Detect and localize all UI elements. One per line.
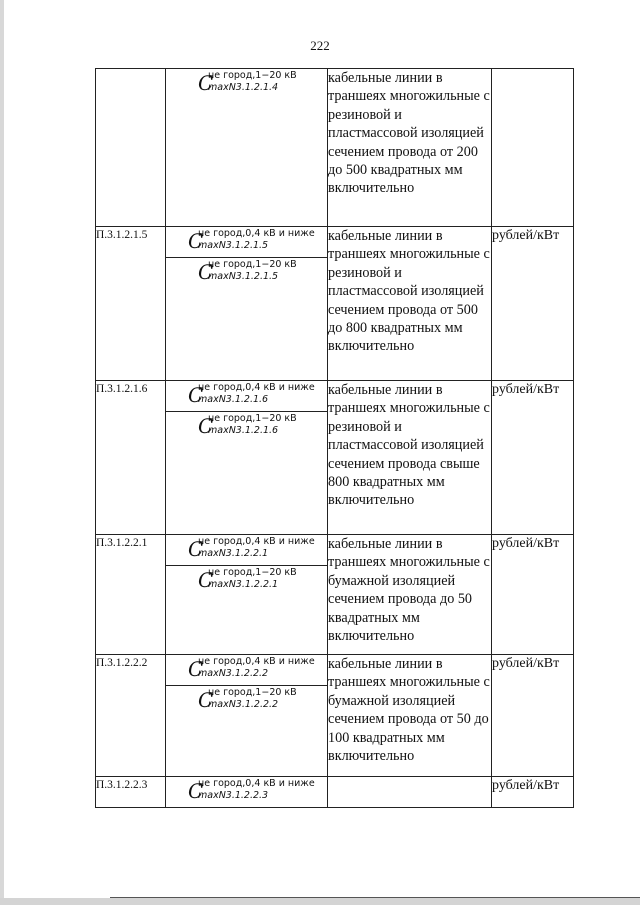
formula-superscript: не город,0,4 кВ и ниже: [198, 228, 315, 239]
formula-superscript: не город,0,4 кВ и ниже: [198, 656, 315, 667]
formula-symbol: C: [188, 779, 204, 803]
formula: [198, 412, 327, 442]
formula-subcell: [166, 258, 327, 288]
tariff-table-body: [96, 69, 574, 808]
formula-symbol: C: [188, 537, 204, 561]
row-unit: рублей/кВт: [492, 227, 574, 381]
formula-superscript: не город,1−20 кВ: [208, 687, 297, 698]
formula: [188, 777, 327, 807]
row-code: П.3.1.2.2.2: [96, 655, 166, 777]
table-row: [96, 381, 574, 535]
formula-subscript: maxN3.1.2.1.5: [198, 240, 269, 251]
row-unit: рублей/кВт: [492, 777, 574, 808]
row-description: кабельные линии в траншеях многожильные с резиновой и пластмассовой изоляцией сечением провода от 200 до 500 квадратных мм включительно: [328, 69, 492, 227]
formula-subcell: [166, 686, 327, 716]
formula-subscript: maxN3.1.2.2.1: [208, 579, 279, 590]
formula-cell: [166, 535, 328, 655]
formula-subscript: maxN3.1.2.2.1: [198, 548, 269, 559]
table-row: [96, 227, 574, 381]
formula-symbol: C: [198, 414, 214, 438]
page-number: 222: [310, 38, 330, 53]
formula-subcell: [166, 777, 327, 807]
formula-subscript: maxN3.1.2.1.5: [208, 271, 279, 282]
formula: [198, 566, 327, 596]
formula-superscript: не город,1−20 кВ: [208, 413, 297, 424]
row-unit: рублей/кВт: [492, 381, 574, 535]
formula-subcell: [166, 535, 327, 566]
formula-superscript: не город,0,4 кВ и ниже: [198, 536, 315, 547]
row-description: кабельные линии в траншеях многожильные с резиновой и пластмассовой изоляцией сечением провода от 500 до 800 квадратных мм включительно: [328, 227, 492, 381]
formula-subcell: [166, 412, 327, 442]
formula: [198, 686, 327, 716]
row-unit: рублей/кВт: [492, 655, 574, 777]
formula-subcell: [166, 69, 327, 99]
table-row: [96, 535, 574, 655]
formula: [188, 381, 327, 411]
table-row: [96, 655, 574, 777]
formula: [188, 655, 327, 685]
formula-superscript: не город,0,4 кВ и ниже: [198, 382, 315, 393]
formula-cell: [166, 381, 328, 535]
row-code: П.3.1.2.1.6: [96, 381, 166, 535]
row-unit: [492, 69, 574, 227]
scan-bottom-edge: [0, 898, 640, 905]
formula-symbol: C: [198, 71, 214, 95]
row-code: П.3.1.2.1.5: [96, 227, 166, 381]
formula-subcell: [166, 566, 327, 596]
row-description: кабельные линии в траншеях многожильные с бумажной изоляцией сечением провода от 50 до 100 квадратных мм включительно: [328, 655, 492, 777]
formula-superscript: не город,1−20 кВ: [208, 70, 297, 81]
formula-superscript: не город,0,4 кВ и ниже: [198, 778, 315, 789]
formula-subscript: maxN3.1.2.2.2: [198, 668, 269, 679]
row-code: П.3.1.2.2.1: [96, 535, 166, 655]
formula-cell: [166, 227, 328, 381]
formula-symbol: C: [198, 688, 214, 712]
formula-cell: [166, 777, 328, 808]
formula: [198, 258, 327, 288]
scan-edge-shadow: [0, 0, 4, 905]
row-unit: рублей/кВт: [492, 535, 574, 655]
formula-subscript: maxN3.1.2.2.3: [198, 790, 269, 801]
formula: [188, 535, 327, 565]
formula-subscript: maxN3.1.2.1.4: [208, 82, 279, 93]
row-description: [328, 777, 492, 808]
formula-subscript: maxN3.1.2.1.6: [198, 394, 269, 405]
formula-superscript: не город,1−20 кВ: [208, 259, 297, 270]
formula-subcell: [166, 655, 327, 686]
formula-symbol: C: [188, 657, 204, 681]
formula-symbol: C: [198, 260, 214, 284]
row-code: П.3.1.2.2.3: [96, 777, 166, 808]
formula-symbol: C: [198, 568, 214, 592]
formula-symbol: C: [188, 383, 204, 407]
tariff-table: [95, 68, 574, 808]
scan-bottom-line: [110, 897, 640, 898]
row-description: кабельные линии в траншеях многожильные с резиновой и пластмассовой изоляцией сечением провода свыше 800 квадратных мм включительно: [328, 381, 492, 535]
formula-cell: [166, 655, 328, 777]
table-row: [96, 69, 574, 227]
formula-symbol: C: [188, 229, 204, 253]
formula-cell: [166, 69, 328, 227]
row-code: [96, 69, 166, 227]
formula: [188, 227, 327, 257]
formula-subscript: maxN3.1.2.1.6: [208, 425, 279, 436]
formula-subcell: [166, 381, 327, 412]
row-description: кабельные линии в траншеях многожильные с бумажной изоляцией сечением провода до 50 квадратных мм включительно: [328, 535, 492, 655]
formula-subscript: maxN3.1.2.2.2: [208, 699, 279, 710]
formula-subcell: [166, 227, 327, 258]
formula: [198, 69, 327, 99]
table-row: [96, 777, 574, 808]
formula-superscript: не город,1−20 кВ: [208, 567, 297, 578]
